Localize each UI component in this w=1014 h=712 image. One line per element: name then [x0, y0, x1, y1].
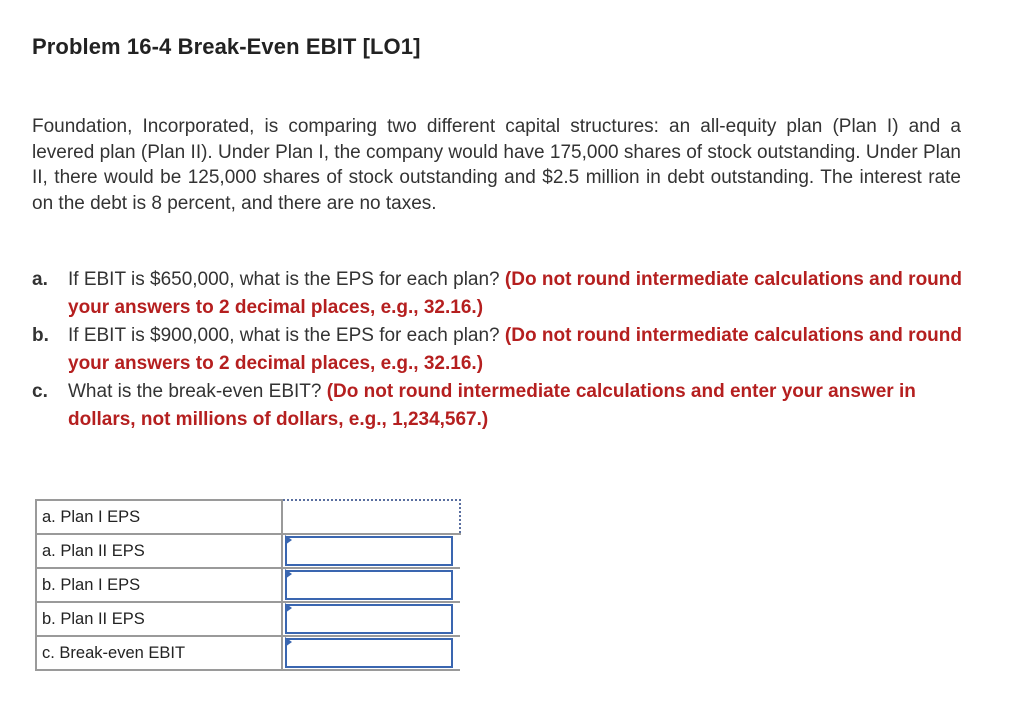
problem-title: Problem 16-4 Break-Even EBIT [LO1]: [32, 34, 421, 59]
question-letter: b.: [32, 325, 49, 346]
answer-row: [36, 602, 460, 636]
question-instruction: (Do not round intermediate calculations and round your answers to 2 decimal places, e.g., 32.16.): [68, 269, 962, 318]
question-letter: a.: [32, 269, 48, 290]
input-marker-icon: [285, 603, 292, 613]
answer-row: [36, 636, 460, 670]
answer-label: b. Plan II EPS: [36, 602, 282, 636]
input-marker-icon: [285, 535, 292, 545]
question-a: [32, 266, 962, 322]
question-instruction: (Do not round intermediate calculations and round your answers to 2 decimal places, e.g., 32.16.): [68, 325, 962, 374]
answer-cell: [282, 534, 460, 568]
problem-intro: Foundation, Incorporated, is comparing two different capital structures: an all-equity plan (Plan I) and a levered plan (Plan II). Under Plan I, the company would have 175,000 shares of stock outstanding. Under Plan II, there would be 125,000 shares of stock outstanding and $2.5 million in debt outstanding. The interest rate on the debt is 8 percent, and there are no taxes.: [32, 116, 961, 214]
answer-cell: [282, 602, 460, 636]
plan-2-eps-a-input[interactable]: [285, 536, 453, 566]
question-letter: c.: [32, 381, 48, 402]
question-text: If EBIT is $650,000, what is the EPS for each plan?: [68, 269, 505, 290]
answer-cell: [282, 568, 460, 602]
question-list: [32, 266, 962, 434]
input-marker-icon: [285, 569, 292, 579]
plan-1-eps-a-input[interactable]: [285, 502, 453, 532]
answer-label: b. Plan I EPS: [36, 568, 282, 602]
answer-label: a. Plan I EPS: [36, 500, 282, 534]
answer-cell: [282, 636, 460, 670]
answer-row: [36, 568, 460, 602]
answer-label: a. Plan II EPS: [36, 534, 282, 568]
break-even-ebit-input[interactable]: [285, 638, 453, 668]
answer-table: [35, 499, 461, 671]
answer-row: [36, 534, 460, 568]
question-text: If EBIT is $900,000, what is the EPS for each plan?: [68, 325, 505, 346]
answer-label: c. Break-even EBIT: [36, 636, 282, 670]
answer-cell: [282, 500, 460, 534]
plan-1-eps-b-input[interactable]: [285, 570, 453, 600]
question-b: [32, 322, 962, 378]
question-text: What is the break-even EBIT?: [68, 381, 327, 402]
question-c: [32, 378, 962, 434]
input-marker-icon: [285, 637, 292, 647]
answer-row: [36, 500, 460, 534]
question-instruction: (Do not round intermediate calculations and enter your answer in dollars, not millions of dollars, e.g., 1,234,567.): [68, 381, 916, 430]
plan-2-eps-b-input[interactable]: [285, 604, 453, 634]
